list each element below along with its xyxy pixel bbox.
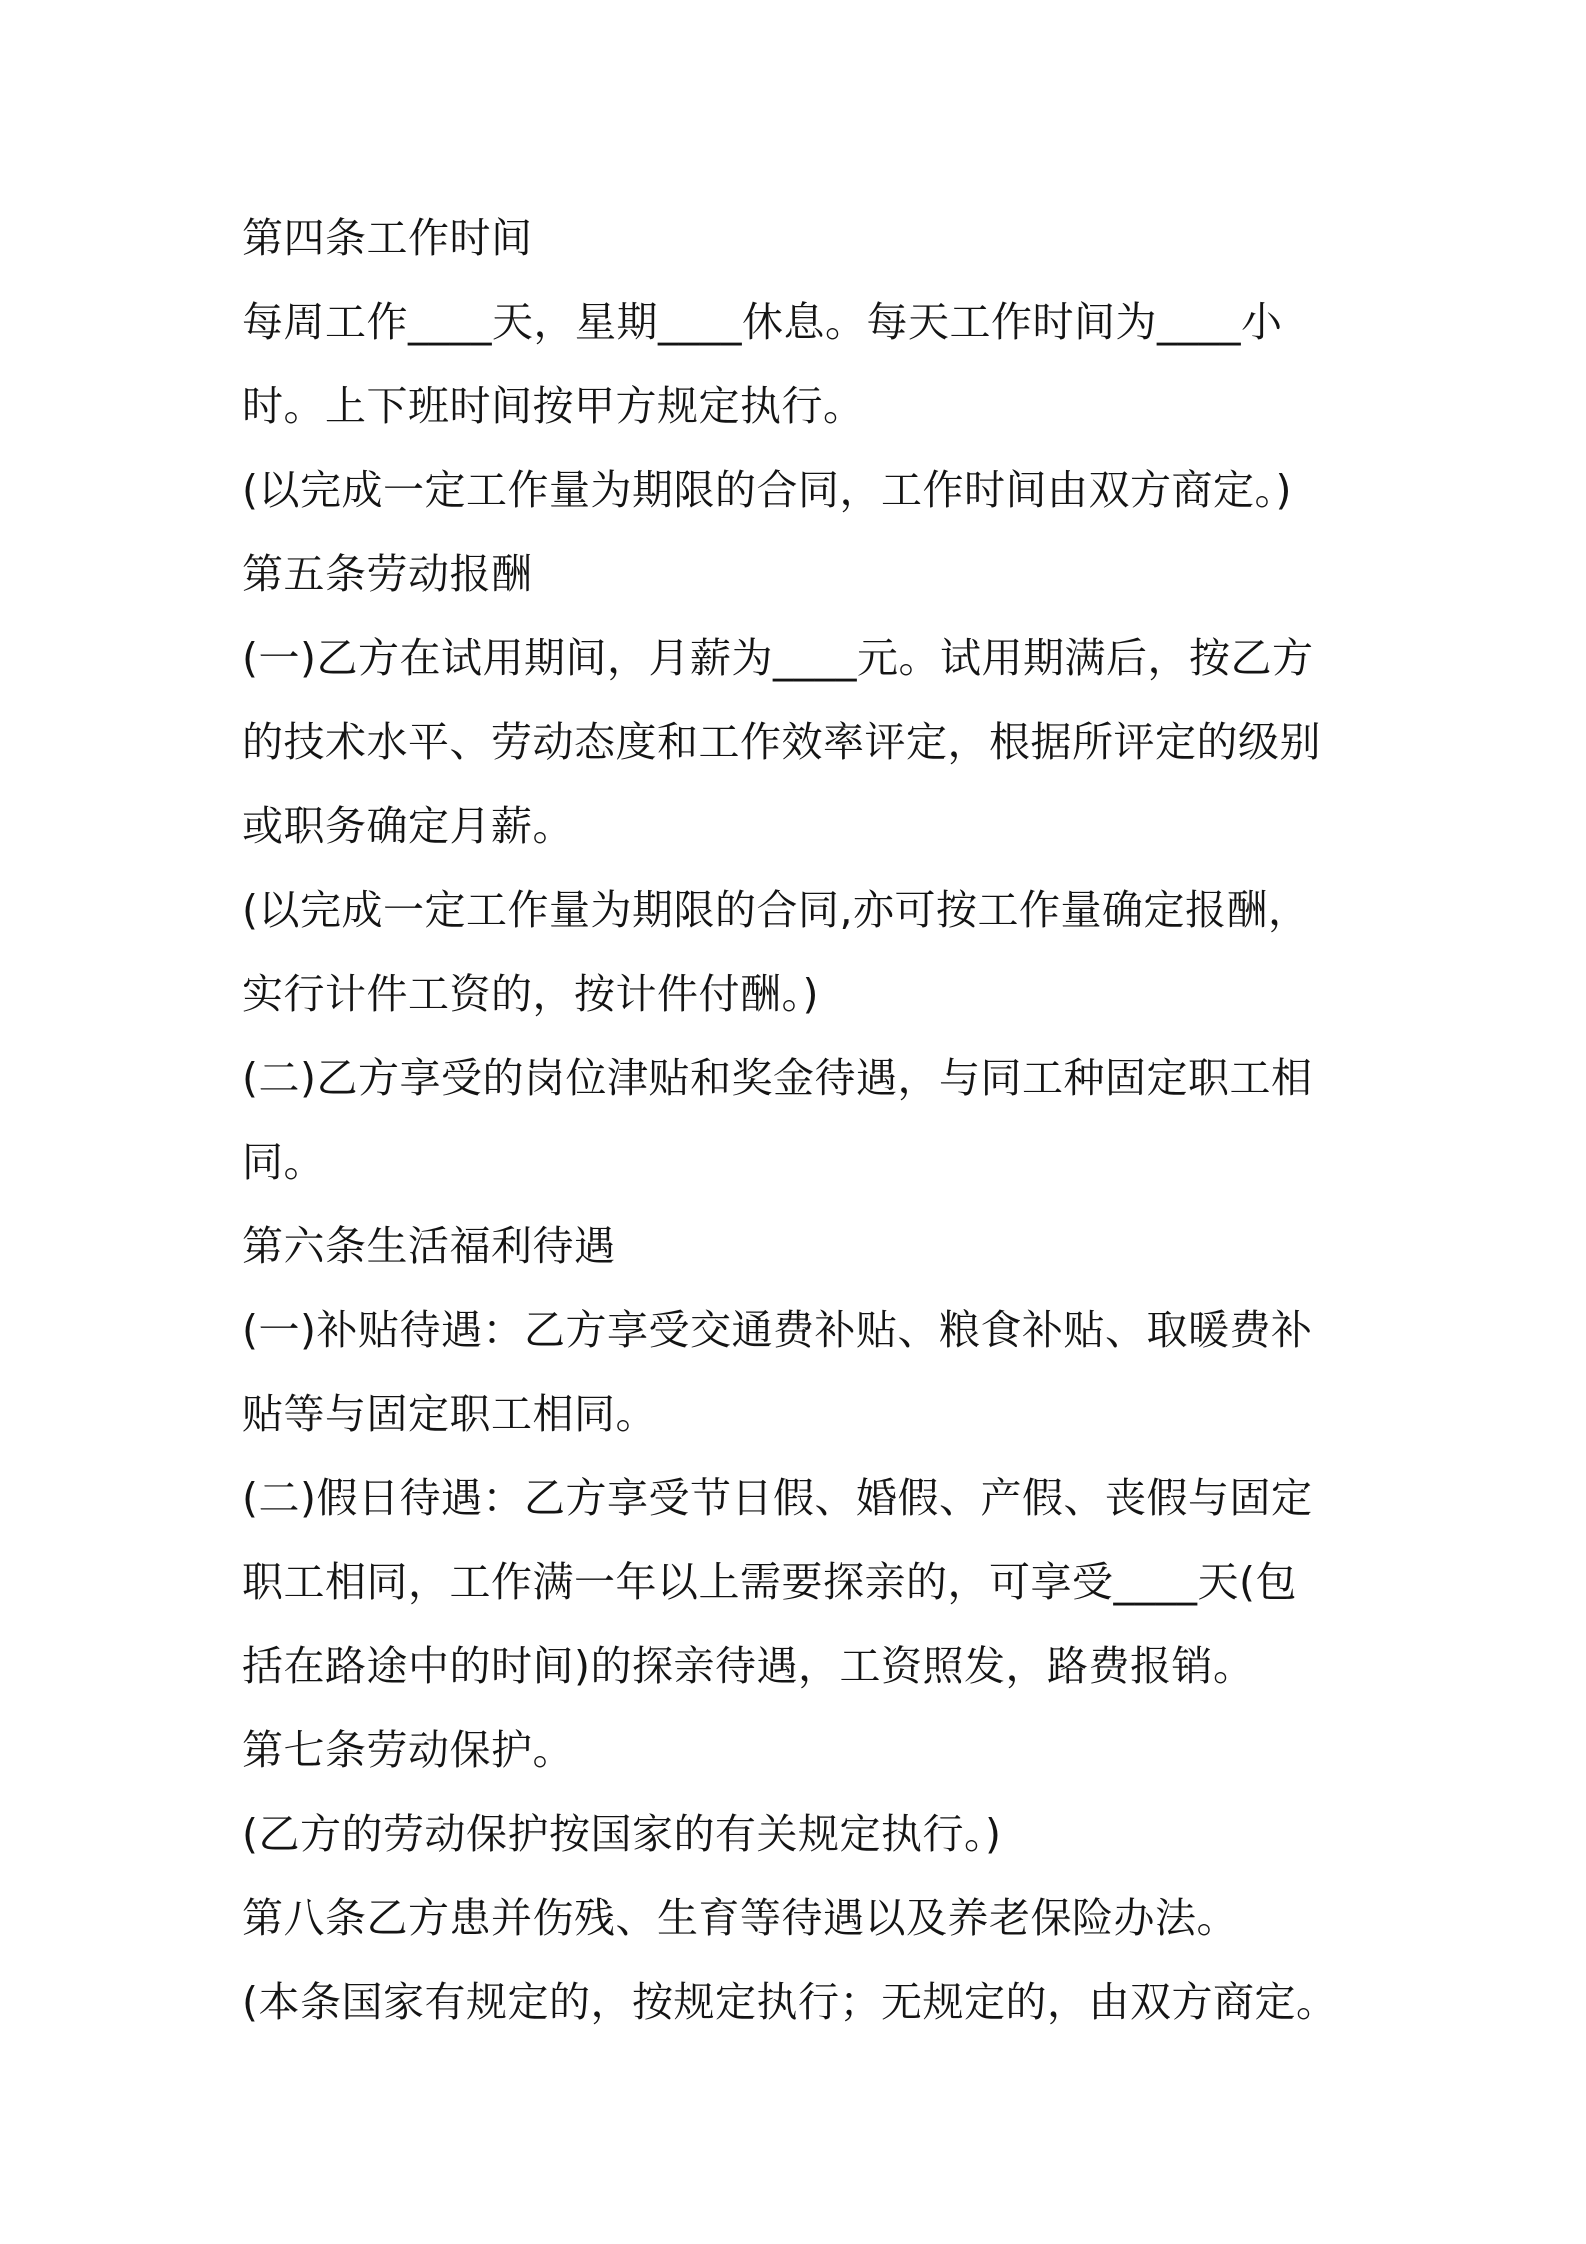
document-body <box>242 196 1362 2044</box>
section-heading-article-8: 第八条乙方患并伤残、生育等待遇以及养老保险办法。 <box>242 1894 1238 1942</box>
text-line: 同。 <box>242 1138 325 1186</box>
text-line: 贴等与固定职工相同。 <box>242 1390 657 1438</box>
section-heading-article-6: 第六条生活福利待遇 <box>242 1222 616 1270</box>
text-line: (本条国家有规定的，按规定执行；无规定的，由双方商定。 <box>242 1978 1338 2026</box>
text-line: (乙方的劳动保护按国家的有关规定执行。) <box>242 1810 1002 1858</box>
section-heading-article-7: 第七条劳动保护。 <box>242 1726 574 1774</box>
text-line: 的技术水平、劳动态度和工作效率评定，根据所评定的级别 <box>242 718 1321 766</box>
text-line: (一)补贴待遇：乙方享受交通费补贴、粮食补贴、取暖费补 <box>242 1306 1313 1354</box>
text-line: 时。上下班时间按甲方规定执行。 <box>242 382 865 430</box>
section-heading-article-4: 第四条工作时间 <box>242 214 533 262</box>
text-line: 括在路途中的时间)的探亲待遇，工资照发，路费报销。 <box>242 1642 1255 1690</box>
text-line: (一)乙方在试用期间，月薪为____元。试用期满后，按乙方 <box>242 634 1314 682</box>
section-heading-article-5: 第五条劳动报酬 <box>242 550 533 598</box>
text-line: 或职务确定月薪。 <box>242 802 574 850</box>
text-line: (二)乙方享受的岗位津贴和奖金待遇，与同工种固定职工相 <box>242 1054 1313 1102</box>
text-line: (以完成一定工作量为期限的合同,亦可按工作量确定报酬， <box>242 886 1310 934</box>
text-line: (以完成一定工作量为期限的合同，工作时间由双方商定。) <box>242 466 1292 514</box>
text-line: 职工相同，工作满一年以上需要探亲的，可享受____天(包 <box>242 1558 1297 1606</box>
text-line: 每周工作____天，星期____休息。每天工作时间为____小 <box>242 298 1283 346</box>
text-line: (二)假日待遇：乙方享受节日假、婚假、产假、丧假与固定 <box>242 1474 1313 1522</box>
text-line: 实行计件工资的，按计件付酬。) <box>242 970 819 1018</box>
